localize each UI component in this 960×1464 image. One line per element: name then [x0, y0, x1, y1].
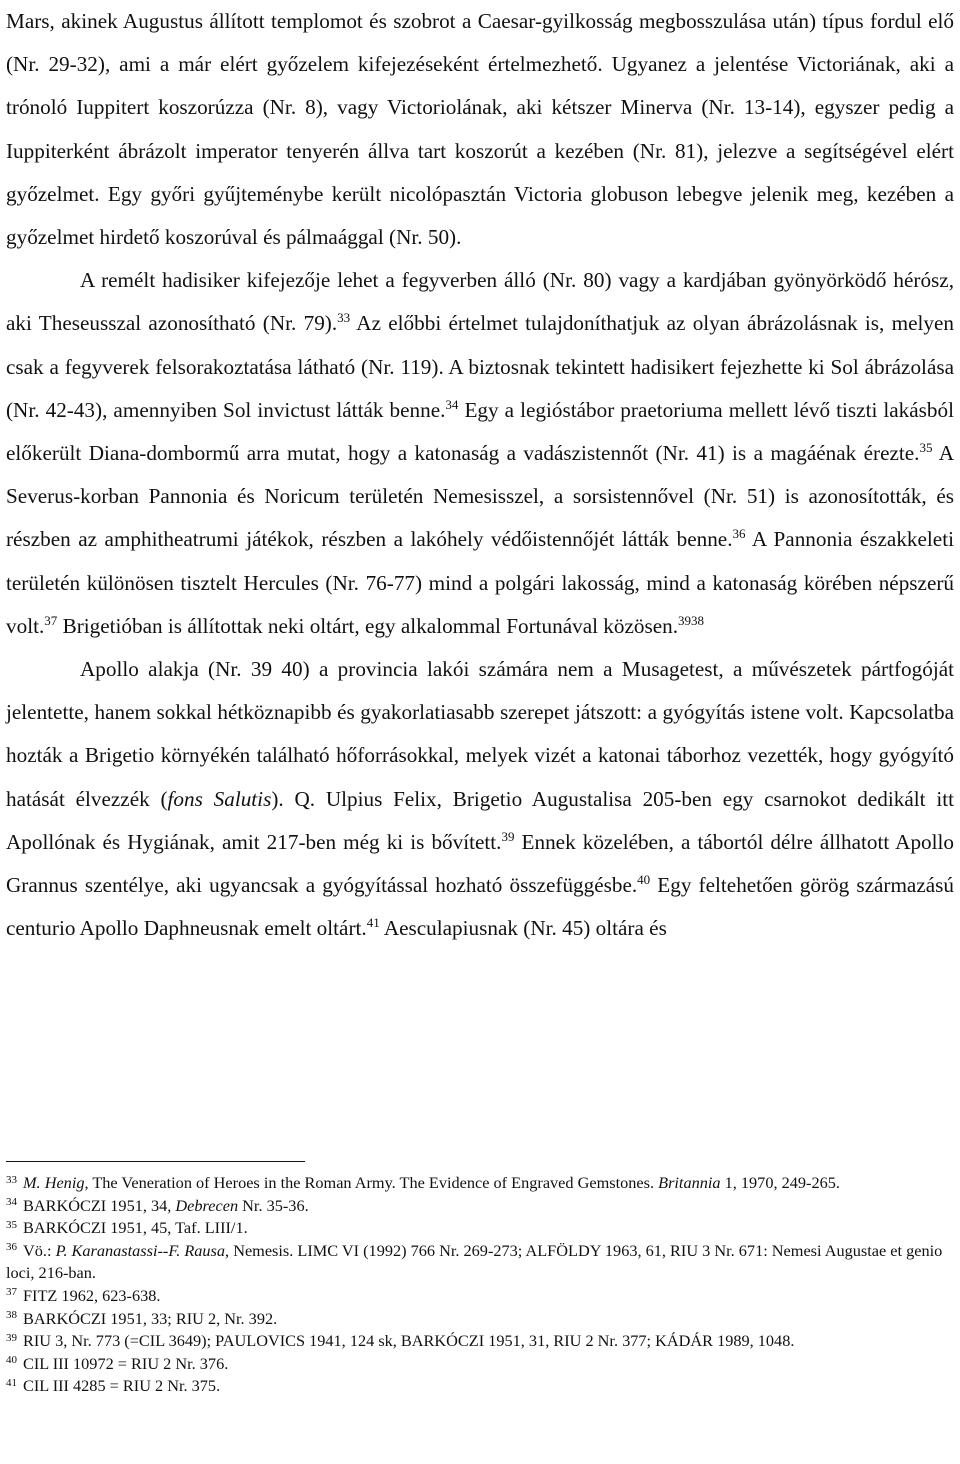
- footnote-ref-41[interactable]: 41: [366, 915, 380, 931]
- text-run: Brigetióban is állítottak neki oltárt, egy alkalommal Fortunával közösen.: [57, 613, 679, 638]
- author-name: P. Karanastassi--F. Rausa: [55, 1240, 226, 1260]
- author-name: M. Henig: [23, 1173, 85, 1192]
- footnote-separator: [6, 1161, 305, 1162]
- text-run: Aesculapiusnak (Nr. 45) oltára és: [379, 916, 667, 941]
- footnote-text: BARKÓCZI 1951, 34,: [23, 1195, 176, 1215]
- footnote-ref-33[interactable]: 33: [337, 310, 351, 326]
- paragraph-1: [6, 0, 954, 259]
- footnote-ref-34[interactable]: 34: [445, 396, 459, 412]
- text-run: Apollo alakja (Nr. 39 40) a provincia lakói számára nem a Musagetest, a művészetek pártfogóját jelentette, hanem sokkal hétköznapibb és gyakorlatiasabb szerepet játszott: a gyógyítás istene volt. Kapcsolatba hozták a Brigetio környékén található hőforrásokkal, melyek vizét a katonai táborhoz vezették, hogy gyógyító hatását élvezzék (: [6, 657, 954, 811]
- footnote-ref-40[interactable]: 40: [637, 872, 651, 888]
- footnote-text: BARKÓCZI 1951, 45, Taf. LIII/1.: [23, 1218, 248, 1238]
- footnote-33: [6, 1172, 954, 1195]
- footnote-41: [6, 1375, 954, 1398]
- footnote-text: 1, 1970, 249-265.: [720, 1173, 840, 1192]
- footnote-34: [6, 1195, 954, 1218]
- footnote-text: RIU 3, Nr. 773 (=CIL 3649); PAULOVICS 1941, 124 sk, BARKÓCZI 1951, 31, RIU 2 Nr. 377; KÁDÁR 1989, 1048.: [23, 1331, 795, 1351]
- paragraph-1-text: Mars, akinek Augustus állított templomot és szobrot a Caesar-gyilkosság megbosszulása után) típus fordul elő (Nr. 29-32), ami a már elért győzelem kifejezéseként értelmezhető. Ugyanez a jelentése Victoriának, aki a trónoló Iuppitert koszorúzza (Nr. 8), vagy Victoriolának, aki kétszer Minerva (Nr. 13-14), egyszer pedig a Iuppiterként ábrázolt imperator tenyerén állva tart koszorút a kezében (Nr. 81), jelezve a segítségével elért győzelmet. Egy győri gyűjteménybe került nicolópasztán Victoria globuson lebegve jelenik meg, kezében a győzelmet hirdető koszorúval és pálmaággal (Nr. 50).: [6, 9, 954, 250]
- footnote-text: FITZ 1962, 623-638.: [23, 1285, 161, 1305]
- text-run: A remélt hadisiker kifejezője lehet a fegyverben álló (Nr. 80) vagy a kardjában gyönyörködő hérósz, aki Theseusszal azonosítható (Nr. 79).: [6, 268, 954, 336]
- footnote-text: CIL III 10972 = RIU 2 Nr. 376.: [23, 1353, 229, 1373]
- footnote-ref-38[interactable]: 3938: [678, 612, 705, 628]
- footnote-38: [6, 1308, 954, 1331]
- text-run: Az előbbi értelmet tulajdoníthatjuk az olyan ábrázolásnak is, melyen csak a fegyverek felsorakoztatása látható (Nr. 119). A biztosnak tekintett hadisikert fejezhette ki Sol ábrázolása (Nr. 42-43), amennyiben Sol invictust látták benne.: [6, 311, 954, 422]
- footnote-number: 33: [6, 1173, 17, 1186]
- paragraph-3: [6, 648, 954, 950]
- footnote-40: [6, 1353, 954, 1376]
- text-run: Egy feltehetően görög származású centurio Apollo Daphneusnak emelt oltárt.: [6, 873, 954, 941]
- footnote-text: BARKÓCZI 1951, 33; RIU 2, Nr. 392.: [23, 1308, 278, 1328]
- main-text: [6, 0, 954, 950]
- footnote-text: CIL III 4285 = RIU 2 Nr. 375.: [23, 1376, 221, 1396]
- footnote-text: Nr. 35-36.: [238, 1195, 309, 1215]
- footnote-number: 38: [6, 1309, 17, 1322]
- footnote-37: [6, 1285, 954, 1308]
- footnote-number: 34: [6, 1196, 17, 1209]
- footnote-number: 37: [6, 1286, 17, 1299]
- footnote-number: 41: [6, 1376, 17, 1389]
- footnote-number: 36: [6, 1241, 17, 1254]
- journal-name: Britannia: [658, 1173, 721, 1192]
- footnote-35: [6, 1217, 954, 1240]
- footnote-ref-39[interactable]: 39: [501, 828, 515, 844]
- text-run: Egy a legióstábor praetoriuma mellett lévő tiszti lakásból előkerült Diana-dombormű arra mutat, hogy a katonaság a vadászistennőt (Nr. 41) is a magáénak érezte.: [6, 397, 955, 466]
- place-name: Debrecen: [175, 1195, 239, 1215]
- footnote-text: Vö.:: [23, 1240, 56, 1260]
- text-run: A Pannonia északkeleti területén különösen tisztelt Hercules (Nr. 76-77) mind a polgári lakosság, mind a katonaság körében népszerű volt.: [6, 527, 954, 638]
- footnote-ref-35[interactable]: 35: [919, 439, 933, 455]
- footnotes: [6, 1172, 954, 1398]
- footnote-39: [6, 1330, 954, 1353]
- footnote-ref-37[interactable]: 37: [44, 612, 58, 628]
- footnote-number: 39: [6, 1331, 17, 1344]
- footnote-number: 40: [6, 1354, 17, 1367]
- footnote-text: , Nemesis. LIMC VI (1992) 766 Nr. 269-273; ALFÖLDY 1963, 61, RIU 3 Nr. 671: Nemesi Augustae et genio loci, 216-ban.: [6, 1240, 943, 1283]
- text-run: A Severus-korban Pannonia és Noricum területén Nemesisszel, a sorsistennővel (Nr. 51) is azonosították, és részben az amphitheatrumi játékok, részben a lakóhely védőistennőjét látták benne.: [6, 441, 955, 552]
- footnote-ref-36[interactable]: 36: [732, 526, 746, 542]
- footnote-number: 35: [6, 1218, 17, 1231]
- text-run: Ennek közelében, a tábortól délre állhatott Apollo Grannus szentélye, aki ugyancsak a gyógyítással hozható összefüggésbe.: [6, 829, 954, 898]
- paragraph-2: [6, 259, 954, 648]
- text-run: ). Q. Ulpius Felix, Brigetio Augustalisa 205-ben egy csarnokot dedikált itt Apollónak és Hygiának, amit 217-ben még ki is bővített.: [6, 786, 954, 854]
- footnote-text: , The Veneration of Heroes in the Roman Army. The Evidence of Engraved Gemstones.: [84, 1173, 659, 1192]
- footnote-36: [6, 1240, 954, 1285]
- italic-term: fons Salutis: [167, 786, 272, 811]
